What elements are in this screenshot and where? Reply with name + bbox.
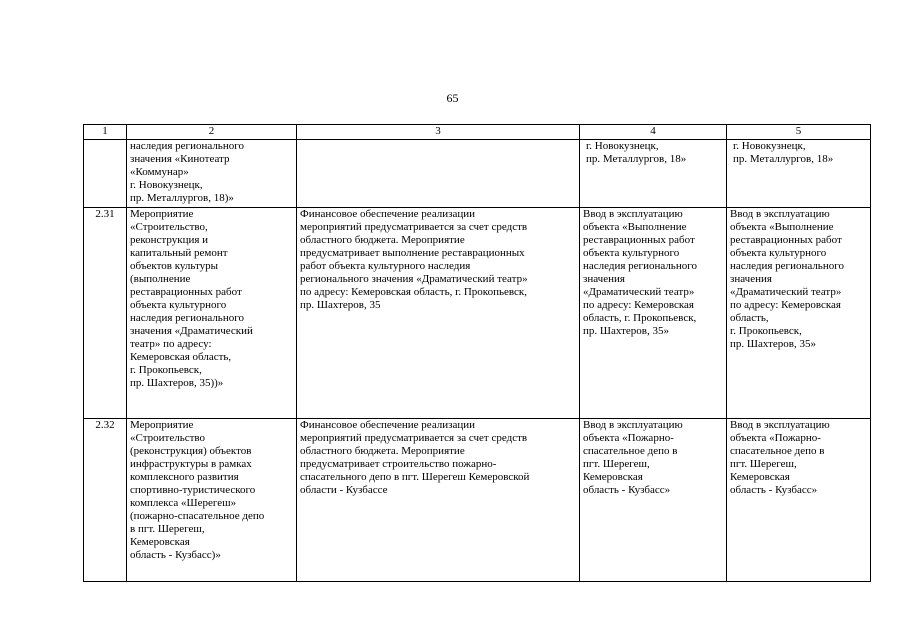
result-cell-b: г. Новокузнецк, пр. Металлургов, 18» (727, 140, 871, 208)
result-cell-b: Ввод в эксплуатацию объекта «Пожарно- спасательное депо в пгт. Шерегеш, Кемеровская область - Кузбасс» (727, 419, 871, 582)
result-cell-a: Ввод в эксплуатацию объекта «Пожарно- спасательное депо в пгт. Шерегеш, Кемеровская область - Кузбасс» (580, 419, 727, 582)
column-header-4: 4 (580, 125, 727, 140)
row-number-cell: 2.32 (84, 419, 127, 582)
table-row (84, 419, 871, 582)
column-header-2: 2 (127, 125, 297, 140)
table-row (84, 140, 871, 208)
column-header-1: 1 (84, 125, 127, 140)
table-row (84, 208, 871, 419)
column-header-3: 3 (297, 125, 580, 140)
result-cell-a: г. Новокузнецк, пр. Металлургов, 18» (580, 140, 727, 208)
description-cell (297, 140, 580, 208)
measure-name-cell: наследия регионального значения «Кинотеатр «Коммунар» г. Новокузнецк, пр. Металлургов, 18)» (127, 140, 297, 208)
row-number-cell (84, 140, 127, 208)
measures-table (83, 124, 871, 582)
column-header-5: 5 (727, 125, 871, 140)
result-cell-b: Ввод в эксплуатацию объекта «Выполнение реставрационных работ объекта культурного наследия регионального значения «Драматический театр» по адресу: Кемеровская область, г. Прокопьевск, пр. Шахтеров, 35» (727, 208, 871, 419)
description-cell: Финансовое обеспечение реализации мероприятий предусматривается за счет средств областного бюджета. Мероприятие предусматривает строительство пожарно- спасательного депо в пгт. Шерегеш Кемеровской области - Кузбассе (297, 419, 580, 582)
description-cell: Финансовое обеспечение реализации мероприятий предусматривается за счет средств областного бюджета. Мероприятие предусматривает выполнение реставрационных работ объекта культурного наследия регионального значения «Драматический театр» по адресу: Кемеровская область, г. Прокопьевск, пр. Шахтеров, 35 (297, 208, 580, 419)
measure-name-cell: Мероприятие «Строительство, реконструкция и капитальный ремонт объектов культуры (выполнение реставрационных работ объекта культурного наследия регионального значения «Драматический театр» по адресу: Кемеровская область, г. Прокопьевск, пр. Шахтеров, 35))» (127, 208, 297, 419)
page-number: 65 (446, 91, 459, 105)
result-cell-a: Ввод в эксплуатацию объекта «Выполнение реставрационных работ объекта культурного наследия регионального значения «Драматический театр» по адресу: Кемеровская область, г. Прокопьевск, пр. Шахтеров, 35» (580, 208, 727, 419)
row-number-cell: 2.31 (84, 208, 127, 419)
table-header-row (84, 125, 871, 140)
measure-name-cell: Мероприятие «Строительство (реконструкция) объектов инфраструктуры в рамках комплексного развития спортивно-туристического комплекса «Шерегеш» (пожарно-спасательное депо в пгт. Шерегеш, Кемеровская область - Кузбасс)» (127, 419, 297, 582)
